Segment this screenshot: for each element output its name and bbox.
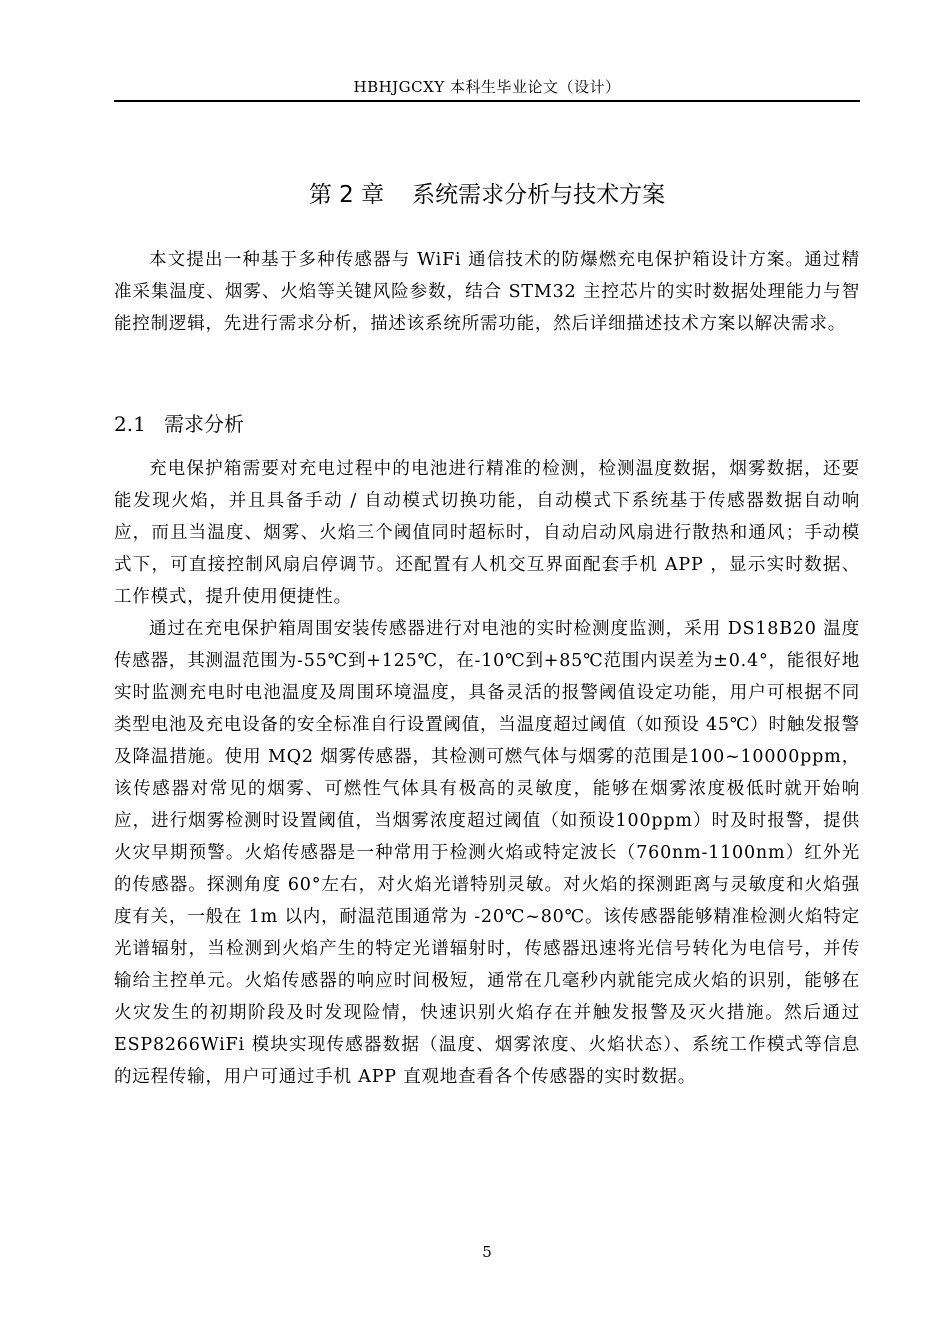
chapter-number: 第 2 章 [308,182,385,208]
header-rule [114,100,860,102]
section-title: 需求分析 [164,412,244,436]
page-number: 5 [482,1243,492,1261]
chapter-name: 系统需求分析与技术方案 [412,182,666,208]
intro-paragraph: 本文提出一种基于多种传感器与 WiFi 通信技术的防爆燃充电保护箱设计方案。通过精准采集温度、烟雾、火焰等关键风险参数，结合 STM32 主控芯片的实时数据处理能力与智能控制逻辑，先进行需求分析，描述该系统所需功能，然后详细描述技术方案以解决需求。 [114,250,860,334]
section-body [114,453,860,1093]
chapter-title [114,178,860,212]
section-number: 2.1 [114,412,146,436]
running-header: HBHJGCXY 本科生毕业论文（设计） [353,78,621,96]
body-paragraph: 充电保护箱需要对充电过程中的电池进行精准的检测，检测温度数据，烟雾数据，还要能发现火焰，并且具备手动 / 自动模式切换功能，自动模式下系统基于传感器数据自动响应，而且当温度、烟雾、火焰三个阈值同时超标时，自动启动风扇进行散热和通风；手动模式下，可直接控制风扇启停调节。还配置有人机交互界面配套手机 APP ，显示实时数据、工作模式，提升使用便捷性。 [114,459,860,607]
section-heading [114,408,244,440]
intro-block [114,244,860,340]
body-paragraph: 通过在充电保护箱周围安装传感器进行对电池的实时检测度监测，采用 DS18B20 温度传感器，其测温范围为-55℃到+125℃，在-10℃到+85℃范围内误差为±0.4°，能很好地实时监测充电时电池温度及周围环境温度，具备灵活的报警阈值设定功能，用户可根据不同类型电池及充电设备的安全标准自行设置阈值，当温度超过阈值（如预设 45℃）时触发报警及降温措施。使用 MQ2 烟雾传感器，其检测可燃气体与烟雾的范围是100~10000ppm，该传感器对常见的烟雾、可燃性气体具有极高的灵敏度，能够在烟雾浓度极低时就开始响应，进行烟雾检测时设置阈值，当烟雾浓度超过阈值（如预设100ppm）时及时报警，提供火灾早期预警。火焰传感器是一种常用于检测火焰或特定波长（760nm-1100nm）红外光的传感器。探测角度 60°左右，对火焰光谱特别灵敏。对火焰的探测距离与灵敏度和火焰强度有关，一般在 1m 以内，耐温范围通常为 -20℃~80℃。该传感器能够精准检测火焰特定光谱辐射，当检测到火焰产生的特定光谱辐射时，传感器迅速将光信号转化为电信号，并传输给主控单元。火焰传感器的响应时间极短，通常在几毫秒内就能完成火焰的识别，能够在火灾发生的初期阶段及时发现险情，快速识别火焰存在并触发报警及灭火措施。然后通过 ESP8266WiFi 模块实现传感器数据（温度、烟雾浓度、火焰状态）、系统工作模式等信息的远程传输，用户可通过手机 APP 直观地查看各个传感器的实时数据。 [114,619,861,1087]
